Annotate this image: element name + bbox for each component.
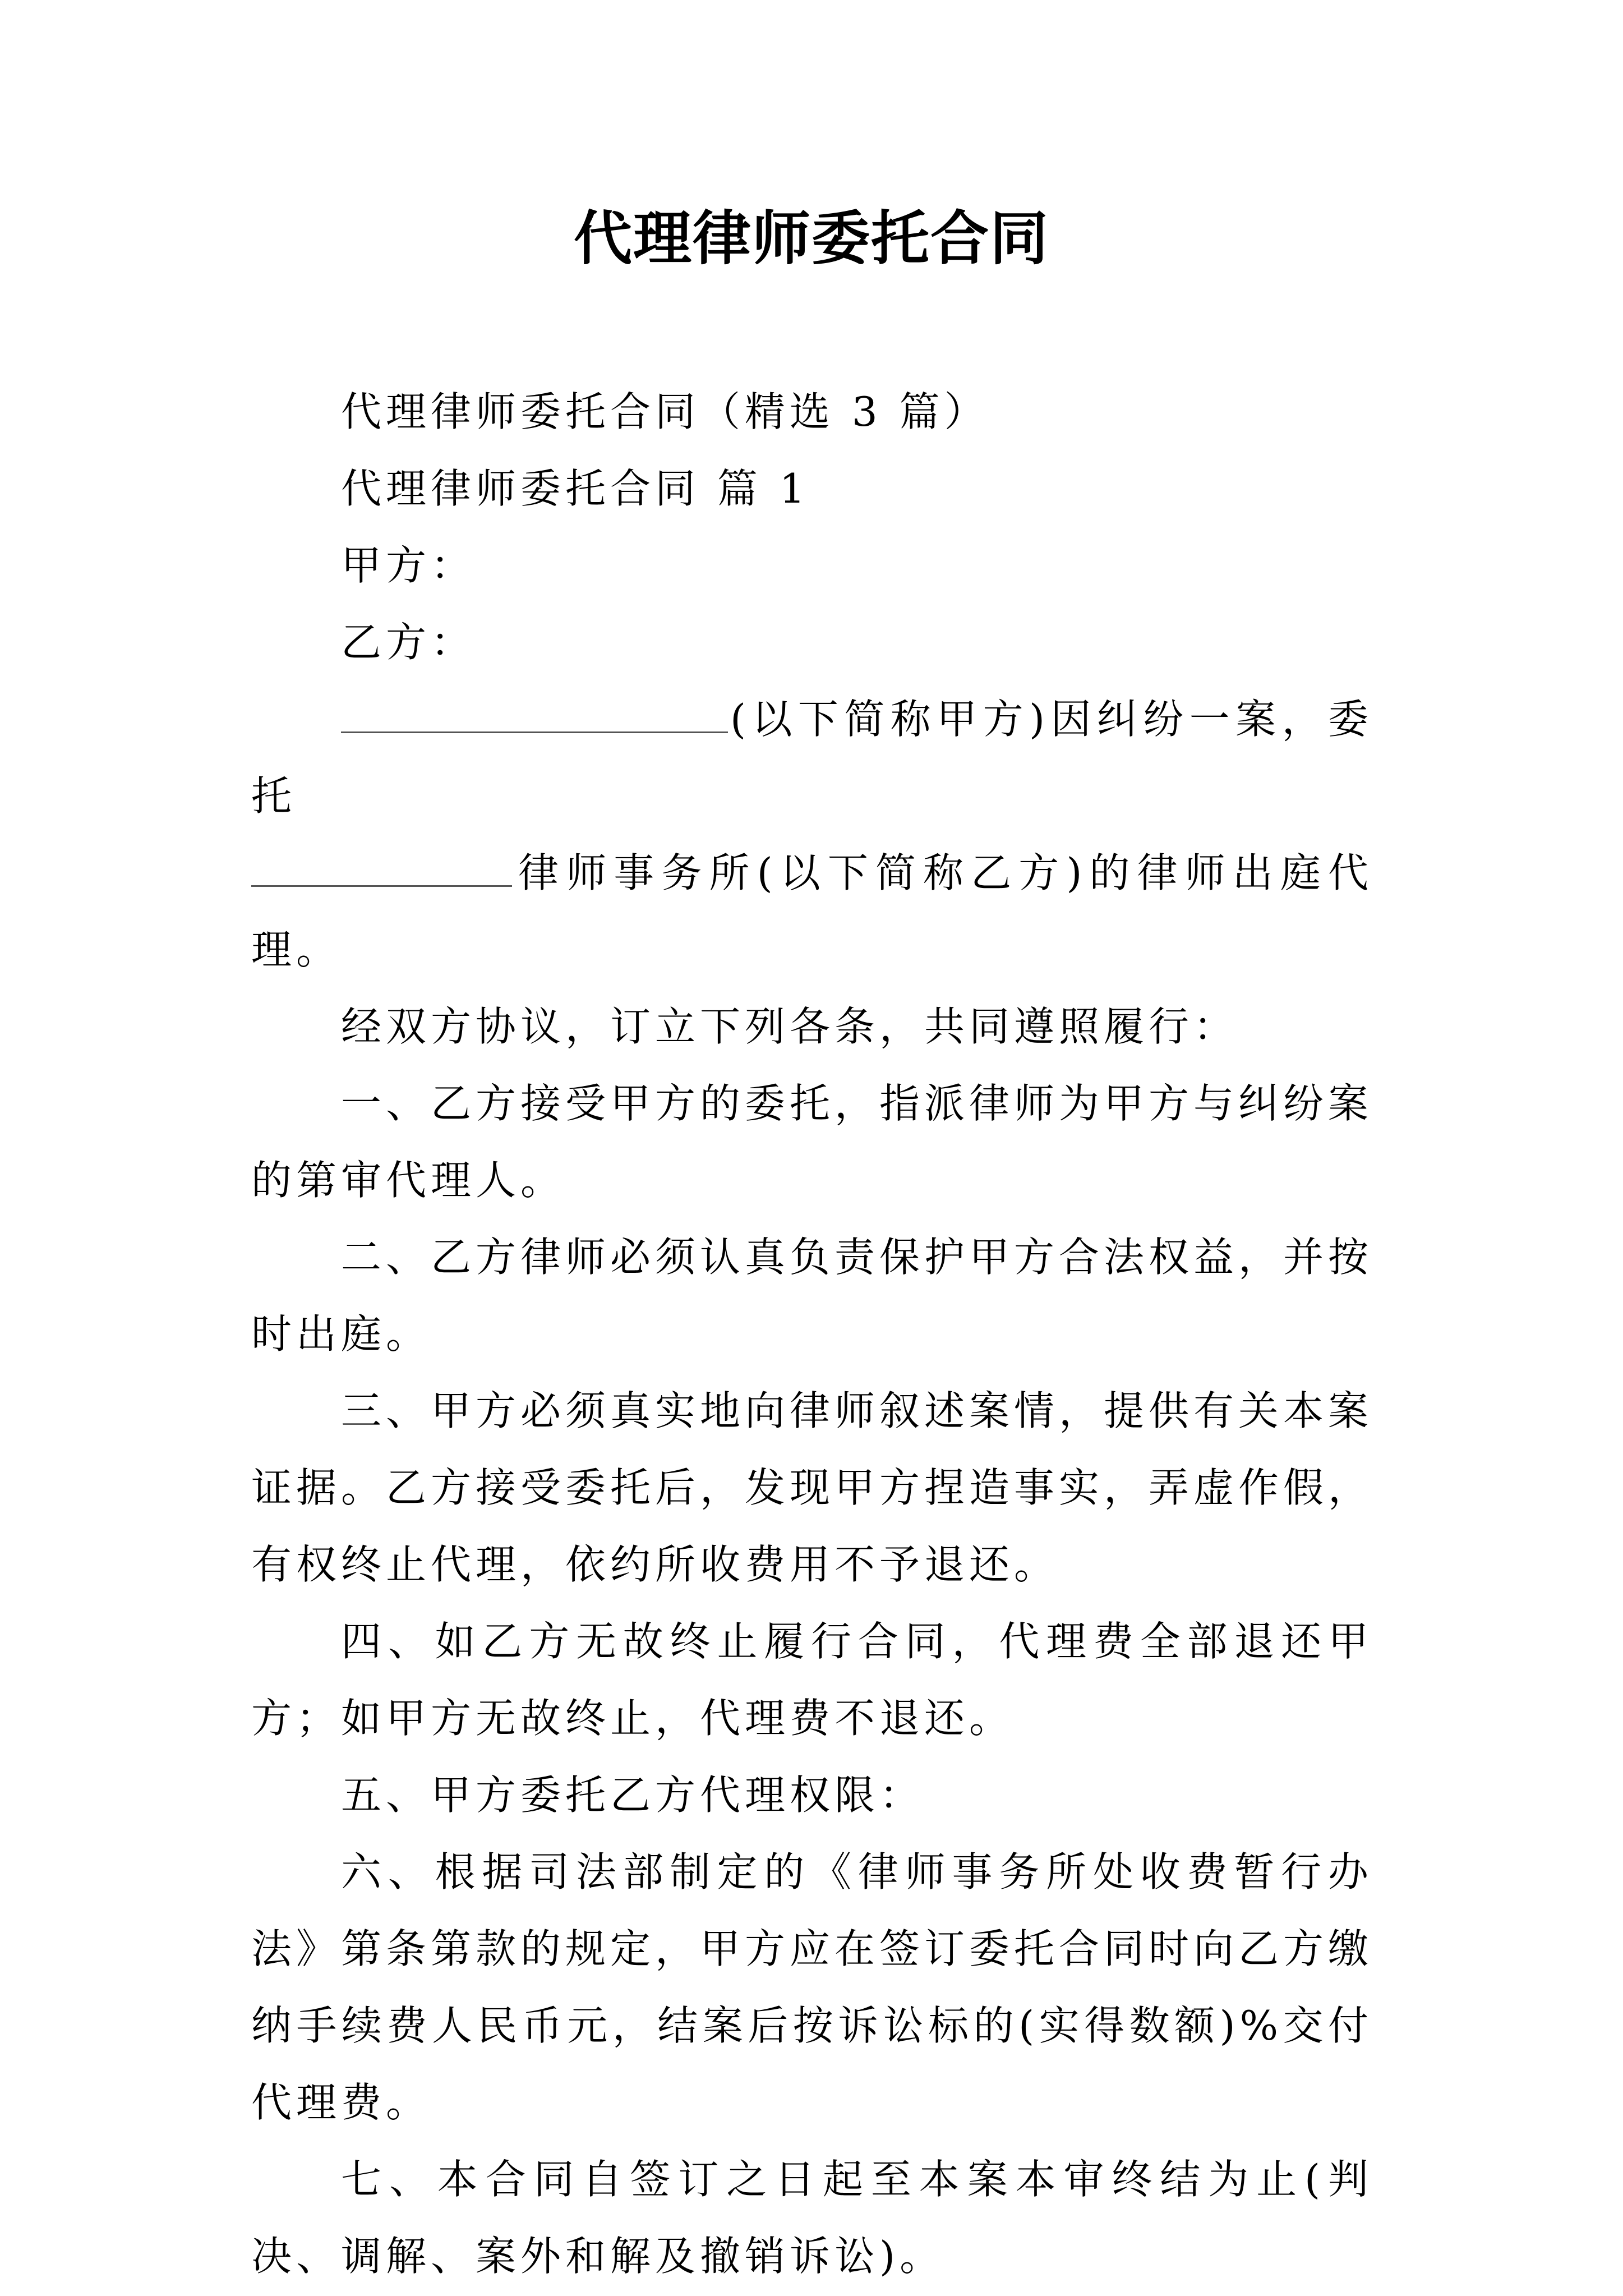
agreement-statement: 经双方协议，订立下列各条，共同遵照履行： (341, 1003, 1239, 1050)
party-a-name-blank (341, 691, 728, 733)
clause-2: 二、乙方律师必须认真负责保护甲方合法权益，并按时出庭。 (251, 1234, 1373, 1358)
law-firm-name-blank (251, 845, 512, 887)
clause-4: 四、如乙方无故终止履行合同，代理费全部退还甲方；如甲方无故终止，代理费不退还。 (251, 1618, 1373, 1742)
clause-7: 七、本合同自签订之日起至本案本审终结为止(判决、调解、案外和解及撤销诉讼)。 (251, 2156, 1373, 2280)
section-heading: 代理律师委托合同 篇 1 (341, 465, 810, 512)
document-title: 代理律师委托合同 (573, 204, 1049, 273)
intro-text-part1: (以下简称甲方)因纠纷一案，委托 (251, 696, 1373, 820)
party-b-label: 乙方： (341, 619, 476, 666)
clause-6: 六、根据司法部制定的《律师事务所处收费暂行办法》第条第款的规定，甲方应在签订委托合同时向乙方缴纳手续费人民币元，结案后按诉讼标的(实得数额)%交付代理费。 (251, 1848, 1373, 2126)
intro-text-part2: 律师事务所(以下简称乙方)的律师出庭代理。 (251, 849, 1373, 973)
party-a-label: 甲方： (341, 542, 476, 589)
intro-paragraph (251, 681, 1373, 988)
clause-3: 三、甲方必须真实地向律师叙述案情，提供有关本案证据。乙方接受委托后，发现甲方捏造事实，弄虚作假，有权终止代理，依约所收费用不予退还。 (251, 1387, 1373, 1588)
clause-1: 一、乙方接受甲方的委托，指派律师为甲方与纠纷案的第审代理人。 (251, 1080, 1373, 1204)
document-subtitle: 代理律师委托合同（精选 3 篇） (341, 388, 989, 435)
clause-5: 五、甲方委托乙方代理权限： (341, 1772, 925, 1819)
document-body (251, 374, 1373, 2295)
